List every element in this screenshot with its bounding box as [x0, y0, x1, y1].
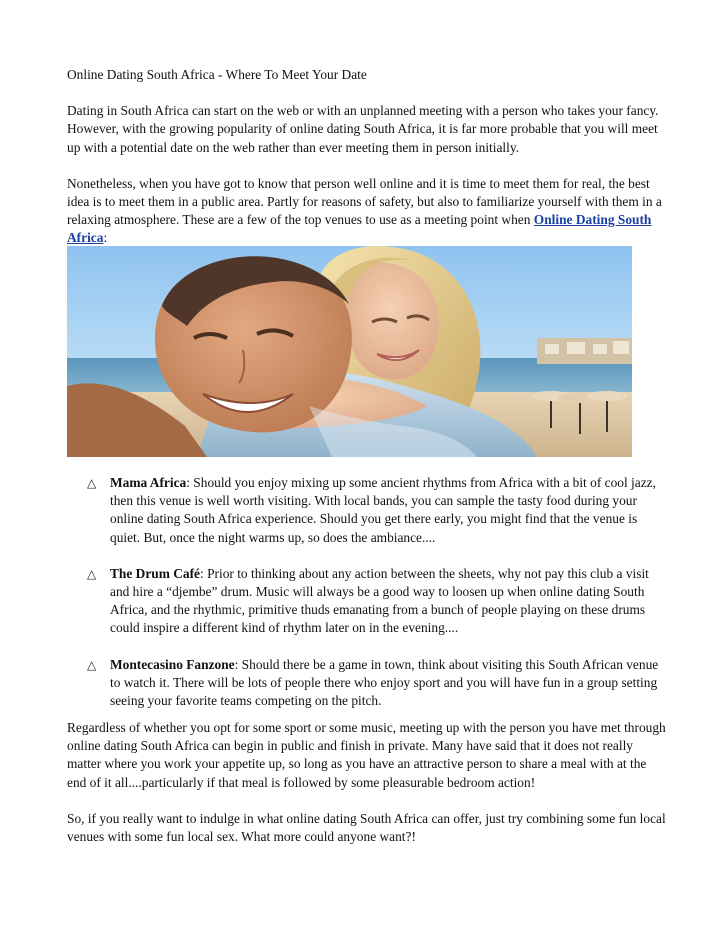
venues-intro-end: : — [103, 230, 108, 246]
spacer — [67, 157, 667, 175]
spacer — [67, 792, 667, 810]
article-top — [67, 66, 667, 248]
closing-paragraph: Regardless of whether you opt for some sport or some music, meeting up with the person you have met through online dating South Africa can begin in public and finish in private. Many have said that it does not really matter where you work your appetite up, so long as you have an attractive person to share a meal with at the end of it all....particularly if that meal is followed by some pleasurable bedroom action! — [67, 720, 666, 790]
intro-paragraph: Dating in South Africa can start on the web or with an unplanned meeting with a person who takes your fancy. However, with the growing popularity of online dating South Africa, it is far more probable that you will meet up with a potential date on the web rather than ever meeting them in person initially. — [67, 103, 659, 155]
venue-description: : Should there be a game in town, think about visiting this South African venue to watch it. There will be lots of people there who enjoy sport and you will have fun in a group setting seeing your favorite teams competing on the pitch. — [110, 656, 659, 709]
venues-list — [67, 474, 667, 728]
couple-photo-icon — [67, 246, 632, 457]
venue-description: : Prior to thinking about any action between the sheets, why not pay this club a visit and hire a “djembe” drum. Music will always be a good way to loosen up when online dating South Africa, and the rhythmic, primitive thuds emanating from a bunch of people playing on these drums could inspire a different kind of rhythm later on in the evening.... — [110, 565, 649, 636]
triangle-bullet-icon: △ — [87, 657, 97, 672]
spacer — [67, 84, 667, 102]
list-item — [67, 565, 667, 638]
article-bottom — [67, 719, 667, 846]
venue-name: The Drum Café — [110, 565, 201, 581]
venues-intro-text: Nonetheless, when you have got to know that person well online and it is time to meet them for real, the best idea is to meet them in a public area. Partly for reasons of safety, but also to familiarize yourself with them in a relaxing atmosphere. These are a few of the top venues to use as a meeting point when — [67, 175, 662, 228]
triangle-bullet-icon: △ — [87, 476, 97, 490]
list-item — [67, 474, 667, 547]
page-title: Online Dating South Africa - Where To Meet Your Date — [67, 67, 367, 82]
triangle-bullet-icon: △ — [87, 566, 97, 581]
couple-photo — [67, 246, 632, 457]
venue-description: : Should you enjoy mixing up some ancient rhythms from Africa with a bit of cool jazz, then this venue is well worth visiting. With local bands, you can sample the tasty food during your online dating South Africa experience. Should you get there early, you might find that the venue is quiet. But, once the night warms up, so does the ambiance.... — [110, 475, 656, 545]
online-dating-south-africa-link[interactable]: Online Dating South Africa — [67, 212, 652, 246]
list-item — [67, 656, 667, 711]
venues-intro-paragraph — [67, 175, 667, 248]
venue-name: Mama Africa — [110, 475, 187, 490]
venue-name: Montecasino Fanzone — [110, 656, 235, 672]
final-paragraph: So, if you really want to indulge in what online dating South Africa can offer, just try combining some fun local venues with some fun local sex. What more could anyone want?! — [67, 810, 666, 845]
